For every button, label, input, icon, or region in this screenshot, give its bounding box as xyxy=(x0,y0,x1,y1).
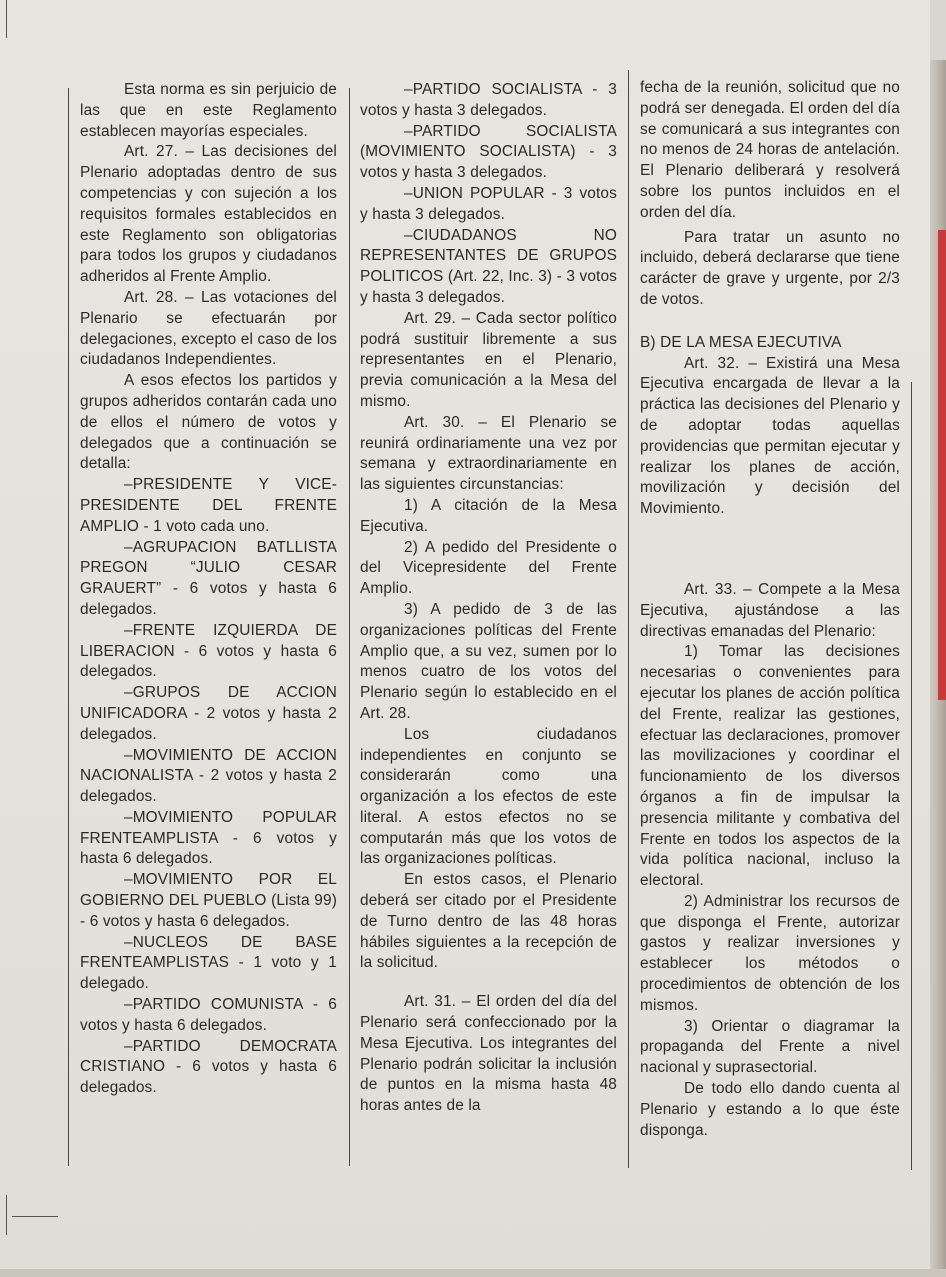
paragraph: Para tratar un asunto no incluido, deberá declararse que tiene carácter de grave y urgente, por 2/3 de votos. xyxy=(640,228,900,308)
article-33: Art. 33. – Compete a la Mesa Ejecutiva, ajustándose a las directivas emanadas del Plenario: xyxy=(640,580,900,640)
margin-mark xyxy=(6,0,7,38)
paragraph: fecha de la reunión, solicitud que no podrá ser denegada. El orden del día se comunicará a sus integrantes con no menos de 24 horas de antelación. El Plenario deliberará y resolverá sobre los puntos incluidos en el orden del día. xyxy=(640,79,900,221)
delegation-item: –MOVIMIENTO DE ACCION NACIONALISTA - 2 votos y hasta 2 delegados. xyxy=(80,746,337,806)
list-item: 1) Tomar las decisiones necesarias o convenientes para ejecutar los planes de acción política del Frente, realizar las gestiones, efectuar las declaraciones, promover las movilizaciones y coordinar el funcionamiento de los diversos órganos a fin de impulsar la presencia militante y combativa del Frente en todos los aspectos de la vida política nacional, incluso la electoral. xyxy=(640,643,900,890)
paragraph: Esta norma es sin perjuicio de las que en este Reglamento establecen mayorías especiales. xyxy=(80,81,337,140)
article-29: Art. 29. – Cada sector político podrá sustituir libremente a sus representantes en el Plenario, previa comunicación a la Mesa del mismo. xyxy=(360,309,617,410)
delegation-item: –FRENTE IZQUIERDA DE LIBERACION - 6 votos y hasta 6 delegados. xyxy=(80,621,337,681)
delegation-item: –MOVIMIENTO POR EL GOBIERNO DEL PUEBLO (Lista 99) - 6 votos y hasta 6 delegados. xyxy=(80,871,337,930)
page-bottom-edge xyxy=(0,1269,946,1277)
list-item: 1) A citación de la Mesa Ejecutiva. xyxy=(360,496,617,535)
section-heading: B) DE LA MESA EJECUTIVA xyxy=(640,333,842,351)
text-column-middle xyxy=(360,80,617,1117)
column-rule xyxy=(68,88,69,1166)
delegation-item: –PARTIDO SOCIALISTA - 3 votos y hasta 3 delegados. xyxy=(360,81,617,119)
list-item: 3) Orientar o diagramar la propaganda del Frente a nivel nacional y suprasectorial. xyxy=(640,1017,900,1077)
delegation-item: –PARTIDO COMUNISTA - 6 votos y hasta 6 delegados. xyxy=(80,996,337,1034)
delegation-item: –GRUPOS DE ACCION UNIFICADORA - 2 votos y hasta 2 delegados. xyxy=(80,684,337,743)
column-rule xyxy=(349,88,350,1166)
margin-mark xyxy=(6,1195,7,1235)
paragraph: A esos efectos los partidos y grupos adheridos contarán cada uno de ellos el número de votos y delegados que a continuación se detalla: xyxy=(80,372,337,473)
list-item: 3) A pedido de 3 de las organizaciones políticas del Frente Amplio que, a su vez, sumen por lo menos cuatro de los votos del Plenario según lo establecido en el Art. 28. xyxy=(360,600,617,722)
delegation-item: –MOVIMIENTO POPULAR FRENTEAMPLISTA - 6 votos y hasta 6 delegados. xyxy=(80,808,337,868)
article-27: Art. 27. – Las decisiones del Plenario adoptadas dentro de sus competencias y con sujeción a los requisitos formales establecidos en este Reglamento son obligatorias para todos los grupos y ciudadanos adheridos al Frente Amplio. xyxy=(80,143,337,286)
delegation-item: –NUCLEOS DE BASE FRENTEAMPLISTAS - 1 voto y 1 delegado. xyxy=(80,933,337,993)
article-32: Art. 32. – Existirá una Mesa Ejecutiva encargada de llevar a la práctica las decisiones del Plenario y de adoptar todas aquellas providencias que permitan ejecutar y realizar los planes de acción, movilización y decisión del Movimiento. xyxy=(640,354,900,518)
delegation-item: –PARTIDO DEMOCRATA CRISTIANO - 6 votos y hasta 6 delegados. xyxy=(80,1037,337,1097)
delegation-item: –PARTIDO SOCIALISTA (MOVIMIENTO SOCIALISTA) - 3 votos y hasta 3 delegados. xyxy=(360,122,617,182)
delegation-item: –PRESIDENTE Y VICE-PRESIDENTE DEL FRENTE AMPLIO - 1 voto cada uno. xyxy=(80,476,337,535)
margin-mark xyxy=(12,1216,58,1217)
article-28: Art. 28. – Las votaciones del Plenario se efectuarán por delegaciones, excepto el caso de los ciudadanos Independientes. xyxy=(80,288,337,369)
list-item: 2) Administrar los recursos de que disponga el Frente, autorizar gastos y realizar inversiones y establecer los métodos o procedimientos de obtención de los mismos. xyxy=(640,892,900,1014)
list-item: 2) A pedido del Presidente o del Vicepresidente del Frente Amplio. xyxy=(360,538,617,598)
text-column-left xyxy=(80,80,337,1099)
delegation-item: –AGRUPACION BATLLISTA PREGON “JULIO CESAR GRAUERT” - 6 votos y hasta 6 delegados. xyxy=(80,538,337,618)
column-rule xyxy=(628,70,629,1168)
article-31: Art. 31. – El orden del día del Plenario será confeccionado por la Mesa Ejecutiva. Los integrantes del Plenario podrán solicitar la inclusión de puntos en la misma hasta 48 horas antes de la xyxy=(360,993,617,1115)
delegation-item: –CIUDADANOS NO REPRESENTANTES DE GRUPOS POLITICOS (Art. 22, Inc. 3) - 3 votos y hasta 3 delegados. xyxy=(360,226,618,306)
paragraph: De todo ello dando cuenta al Plenario y estando a lo que éste disponga. xyxy=(640,1080,900,1139)
red-cover-edge xyxy=(938,230,946,700)
column-rule xyxy=(911,382,912,1170)
article-30: Art. 30. – El Plenario se reunirá ordinariamente una vez por semana y extraordinariamente en las siguientes circunstancias: xyxy=(360,413,617,494)
paragraph: En estos casos, el Plenario deberá ser citado por el Presidente de Turno dentro de las 48 horas hábiles siguientes a la recepción de la solicitud. xyxy=(360,871,617,972)
delegation-item: –UNION POPULAR - 3 votos y hasta 3 delegados. xyxy=(360,184,617,223)
paragraph: Los ciudadanos independientes en conjunto se considerarán como una organización a los efectos de este literal. A estos efectos no se computarán más que los votos de las organizaciones políticas. xyxy=(360,725,617,868)
text-column-right xyxy=(640,78,900,1141)
